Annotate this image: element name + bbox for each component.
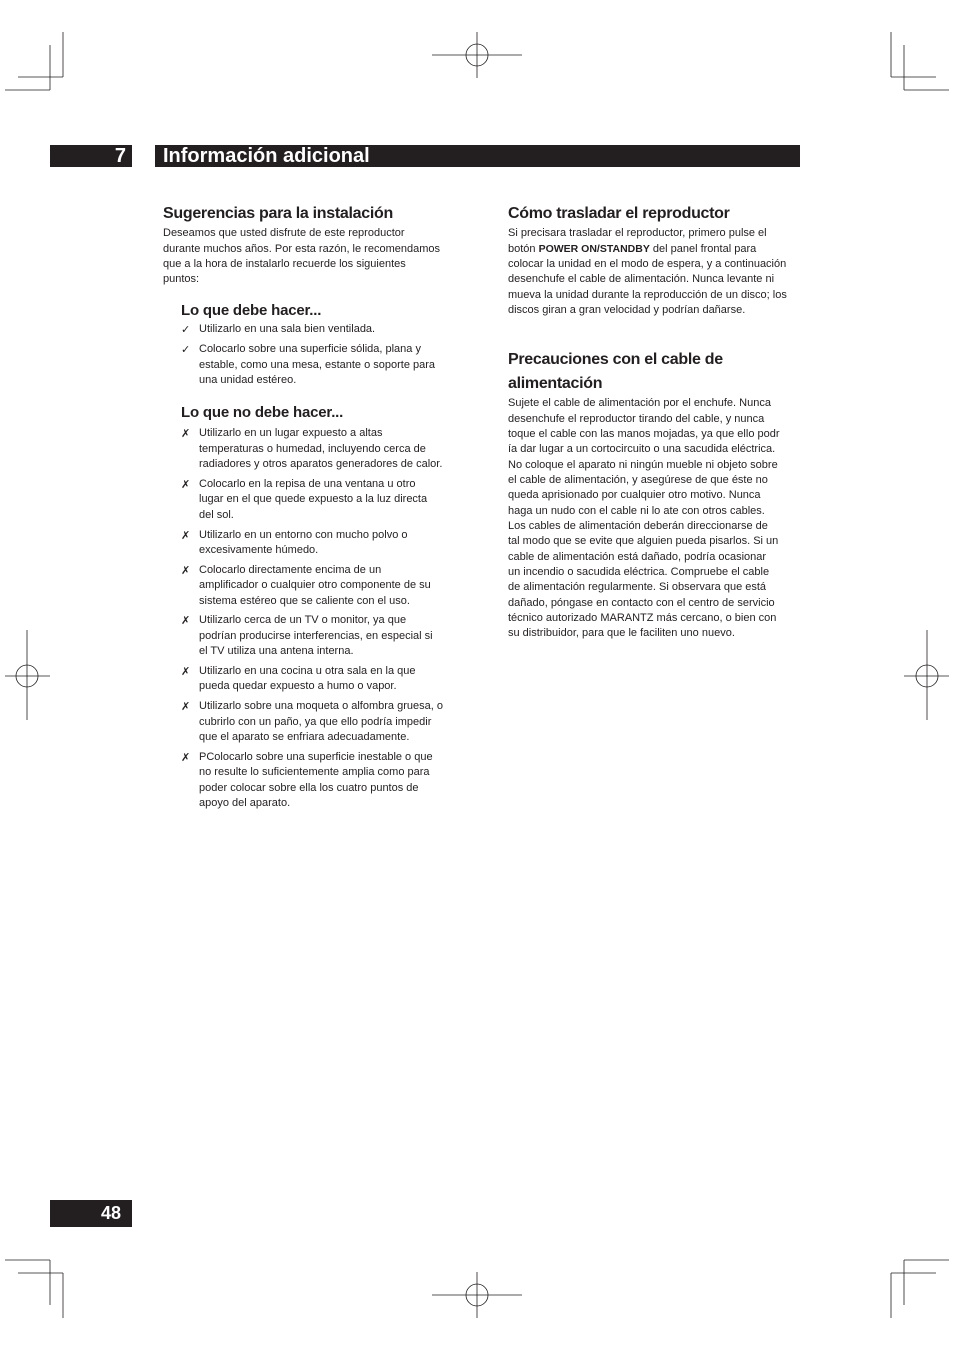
paragraph-line: técnico autorizado MARANTZ más cercano, o bien con (508, 612, 777, 625)
paragraph-line: un incendio o sacudida eléctrica. Compruebe el cable (508, 566, 770, 579)
installation-intro (163, 226, 440, 287)
moving-heading: Cómo trasladar el reproductor (508, 205, 730, 222)
cross-icon (181, 664, 199, 695)
text-line: radiadores y otros aparatos generadores de calor. (199, 457, 443, 470)
paragraph-line: su distribuidor, para que le faciliten uno nuevo. (508, 627, 735, 640)
text-line: una unidad estéreo. (199, 373, 297, 386)
registration-mark-left (5, 630, 50, 720)
paragraph-line: Sujete el cable de alimentación por el enchufe. Nunca (508, 397, 771, 410)
text-line: amplificador o cualquier otro componente de su (199, 579, 431, 592)
list-item-text (199, 664, 415, 695)
text-line: Utilizarlo sobre una moqueta o alfombra gruesa, o (199, 700, 443, 713)
text-line: Utilizarlo en un entorno con mucho polvo o (199, 528, 408, 541)
registration-mark-right (904, 630, 949, 720)
list-item-text (199, 563, 431, 609)
paragraph-line: puntos: (163, 273, 200, 286)
do-heading: Lo que debe hacer... (181, 302, 322, 319)
paragraph-line: mueva la unidad durante la reproducción de un disco; los (508, 288, 787, 301)
paragraph-line: cable de alimentación está dañado, podría ocasionar (508, 550, 767, 563)
text-line: pueda quedar expuesto a humo o vapor. (199, 680, 397, 693)
crop-mark-top-right (891, 32, 949, 90)
list-item (181, 528, 443, 559)
list-item (181, 322, 435, 337)
page-number: 48 (50, 1200, 132, 1227)
text-line: cubrirlo con un paño, ya que ello podría impedir (199, 715, 432, 728)
text-line: el TV utiliza una antena interna. (199, 645, 354, 658)
power-standby-label: POWER ON/STANDBY (538, 242, 650, 255)
text-line: estable, como una mesa, estante o soporte para (199, 358, 436, 371)
list-item (181, 613, 443, 659)
dont-list (181, 426, 443, 816)
list-item-text (199, 477, 427, 523)
paragraph-line (508, 242, 787, 257)
paragraph-line: de alimentación regularmente. Si observara que está (508, 581, 767, 594)
list-item-text (199, 322, 375, 337)
cross-icon (181, 613, 199, 659)
text-line: podrían producirse interferencias, en especial si (199, 629, 433, 642)
paragraph-line: desenchufe el cable de alimentación. Nunca levante ni (508, 273, 775, 286)
list-item-text (199, 426, 442, 472)
list-item-text (199, 528, 408, 559)
list-item-text (199, 750, 433, 811)
paragraph-line: durante muchos años. Por esta razón, le recomendamos (163, 242, 440, 255)
check-icon (181, 322, 199, 337)
crop-mark-top-left (5, 32, 63, 90)
paragraph-line: Deseamos que usted disfrute de este reproductor (163, 227, 405, 240)
paragraph-line: el cable de alimentación, y asegúrese de que éste no (508, 474, 768, 487)
text-line: sistema estéreo que se caliente con el uso. (199, 594, 410, 607)
text-line: del sol. (199, 508, 234, 521)
registration-mark-top (432, 32, 522, 78)
paragraph-line: Los cables de alimentación deberán direccionarse de (508, 520, 768, 533)
text-line: lugar en el que quede expuesto a la luz directa (199, 493, 428, 506)
registration-mark-bottom (432, 1272, 522, 1318)
text-line: Utilizarlo en un lugar expuesto a altas (199, 427, 383, 440)
paragraph-line: dañado, póngase en contacto con el centro de servicio (508, 596, 775, 609)
chapter-title: Información adicional (155, 145, 800, 167)
text-line: PColocarlo sobre una superficie inestable o que (199, 750, 433, 763)
cross-icon (181, 563, 199, 609)
paragraph-line: toque el cable con las manos mojadas, ya que ello podr (508, 427, 780, 440)
dont-heading: Lo que no debe hacer... (181, 404, 344, 421)
paragraph-line: discos giran a gran velocidad y podrían dañarse. (508, 304, 746, 317)
text-span: botón (508, 242, 539, 255)
text-line: Colocarlo en la repisa de una ventana u otro (199, 477, 416, 490)
power-cable-paragraph (508, 396, 780, 642)
list-item (181, 477, 443, 523)
chapter-number: 7 (50, 145, 132, 167)
list-item-text (199, 342, 435, 388)
text-line: apoyo del aparato. (199, 797, 291, 810)
list-item-text (199, 699, 443, 745)
paragraph-line: que a la hora de instalarlo recuerde los siguientes (163, 257, 406, 270)
cross-icon (181, 477, 199, 523)
power-cable-heading (508, 348, 723, 396)
paragraph-line: queda aprisionado por cualquier otro motivo. Nunca (508, 489, 761, 502)
crop-mark-bottom-left (5, 1260, 63, 1318)
paragraph-line: tal modo que se evite que alguien pueda pisarlos. Si un (508, 535, 779, 548)
text-line: no resulte lo suficientemente amplia como para (199, 766, 430, 779)
list-item (181, 750, 443, 811)
paragraph-line: colocar la unidad en el modo de espera, y a continuación (508, 257, 787, 270)
paragraph-line: ía dar lugar a un cortocircuito o una sacudida eléctrica. (508, 443, 776, 456)
heading-line: Precauciones con el cable de (508, 351, 723, 368)
text-line: Colocarlo sobre una superficie sólida, plana y (199, 343, 421, 356)
text-line: que el aparato se enfriara adecuadamente. (199, 731, 410, 744)
text-line: Utilizarlo en una sala bien ventilada. (199, 323, 376, 336)
list-item (181, 342, 435, 388)
heading-line: alimentación (508, 375, 603, 392)
text-line: Colocarlo directamente encima de un (199, 563, 382, 576)
cross-icon (181, 426, 199, 472)
list-item (181, 699, 443, 745)
installation-heading: Sugerencias para la instalación (163, 205, 393, 222)
text-line: temperaturas o humedad, incluyendo cerca de (199, 442, 426, 455)
cross-icon (181, 750, 199, 811)
do-list (181, 322, 435, 393)
crop-mark-bottom-right (891, 1260, 949, 1318)
check-icon (181, 342, 199, 388)
cross-icon (181, 528, 199, 559)
text-span: del panel frontal para (649, 242, 757, 255)
text-line: excesivamente húmedo. (199, 543, 319, 556)
cross-icon (181, 699, 199, 745)
paragraph-line: Si precisara trasladar el reproductor, primero pulse el (508, 227, 767, 240)
paragraph-line: desenchufe el reproductor tirando del cable, y nunca (508, 412, 765, 425)
list-item (181, 664, 443, 695)
list-item (181, 563, 443, 609)
paragraph-line: haga un nudo con el cable ni lo ate con otros cables. (508, 504, 765, 517)
paragraph-line: No coloque el aparato ni ningún mueble ni objeto sobre (508, 458, 778, 471)
moving-paragraph (508, 226, 787, 318)
text-line: poder colocar sobre ella los cuatro puntos de (199, 781, 419, 794)
text-line: Utilizarlo en una cocina u otra sala en la que (199, 665, 416, 678)
text-line: Utilizarlo cerca de un TV o monitor, ya que (199, 614, 407, 627)
list-item-text (199, 613, 433, 659)
list-item (181, 426, 443, 472)
